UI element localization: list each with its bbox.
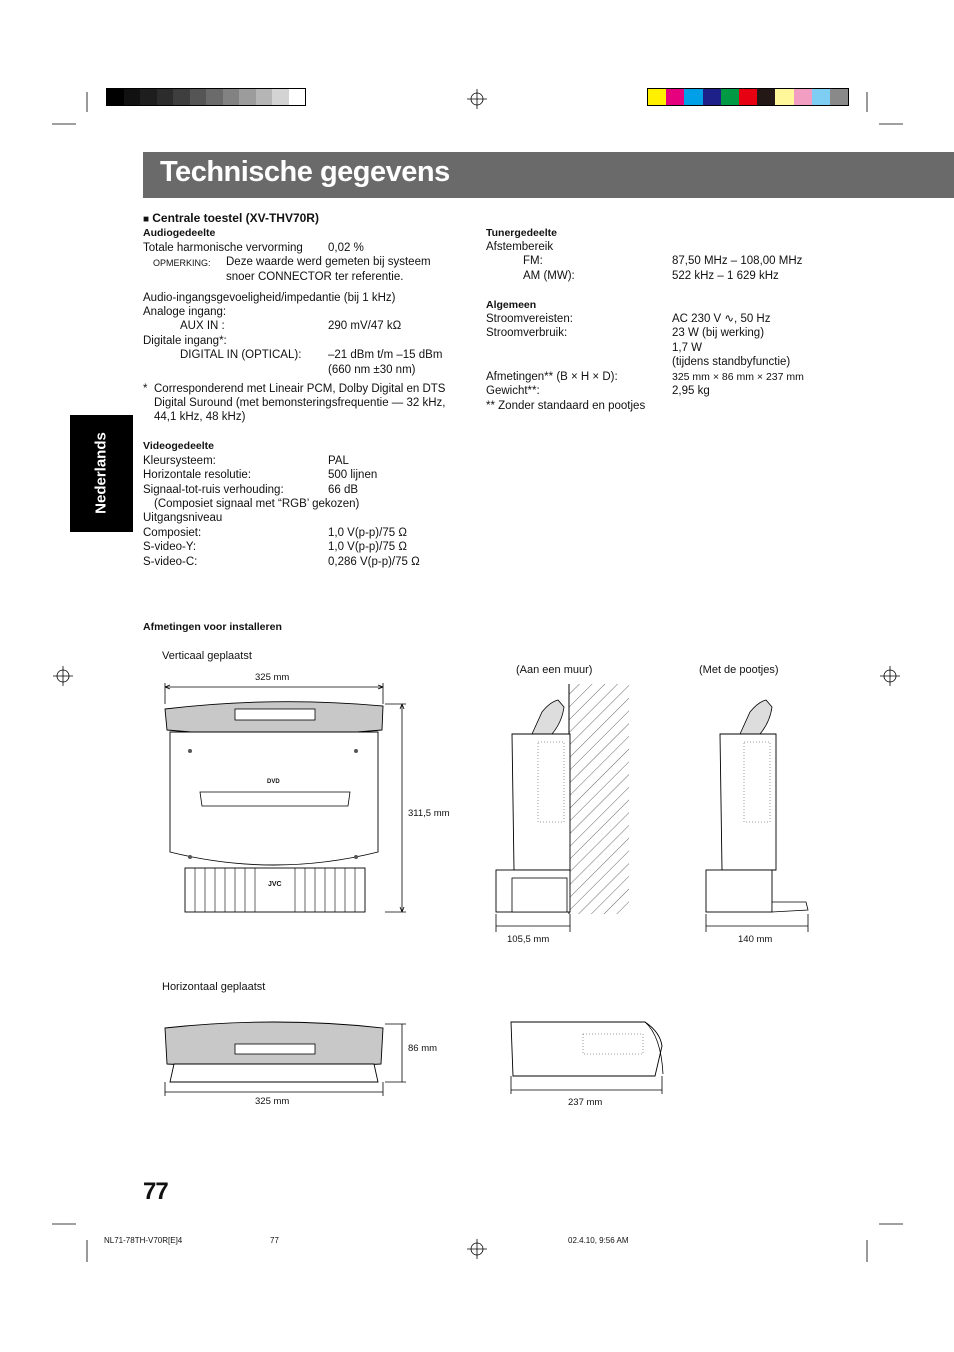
dim-325-bottom: 325 mm <box>255 1096 290 1107</box>
power-value: AC 230 V ∿, 50 Hz <box>672 313 771 325</box>
calibration-swatch <box>757 89 775 105</box>
dimensions-label: Afmetingen** (B × H × D): <box>486 371 618 383</box>
footnote-line-2: Digital Suround (met bemonsteringsfrequentie — 32 kHz, <box>154 397 446 409</box>
general-heading: Algemeen <box>486 299 537 311</box>
horizontal-side-drawing <box>505 1016 670 1096</box>
calibration-swatch <box>721 89 739 105</box>
calibration-swatch <box>289 89 306 105</box>
output-row-value: 1,0 V(p-p)/75 Ω <box>328 541 407 553</box>
crosshair-top <box>467 89 487 109</box>
output-level: Uitgangsniveau <box>143 512 223 524</box>
vertical-caption: Verticaal geplaatst <box>162 650 252 662</box>
jvc-logo: JVC <box>268 881 282 888</box>
video-row-value: 500 lijnen <box>328 469 378 481</box>
horizontal-caption: Horizontaal geplaatst <box>162 981 266 993</box>
digital-label: DIGITAL IN (OPTICAL): <box>180 349 302 361</box>
aux-label: AUX IN : <box>180 320 225 332</box>
weight-label: Gewicht**: <box>486 385 540 397</box>
calibration-swatch <box>239 89 256 105</box>
calibration-swatch <box>107 89 124 105</box>
consumption-value-2: 1,7 W <box>672 342 703 354</box>
footnote-marker: * <box>143 383 148 395</box>
crosshair-right <box>880 666 900 686</box>
page-number: 77 <box>143 1178 168 1205</box>
horizontal-front-drawing <box>160 1016 450 1098</box>
footer-center: 77 <box>270 1236 279 1245</box>
video-row-label: Horizontale resolutie: <box>143 469 252 481</box>
calibration-swatch <box>666 89 684 105</box>
tuner-heading: Tunergedeelte <box>486 227 557 239</box>
side-view-wall-drawing <box>492 682 642 934</box>
section-heading: ■ Centrale toestel (XV-THV70R) <box>143 211 319 225</box>
dim-86: 86 mm <box>408 1043 438 1054</box>
video-row-label: Signaal-tot-ruis verhouding: <box>143 484 284 496</box>
calibration-swatch <box>190 89 207 105</box>
calibration-swatch <box>684 89 702 105</box>
fm-label: FM: <box>523 255 543 267</box>
general-footnote: ** Zonder standaard en pootjes <box>486 400 646 412</box>
weight-value: 2,95 kg <box>672 385 710 397</box>
consumption-label: Stroomverbruik: <box>486 327 568 339</box>
power-label: Stroomvereisten: <box>486 313 573 325</box>
consumption-value-1: 23 W (bij werking) <box>672 327 765 339</box>
install-heading: Afmetingen voor installeren <box>143 621 282 633</box>
side-view-feet-drawing <box>700 682 820 934</box>
digital-value-1: –21 dBm t/m –15 dBm <box>328 349 443 361</box>
calibration-swatch <box>206 89 223 105</box>
output-row-value: 0,286 V(p-p)/75 Ω <box>328 556 420 568</box>
aux-value: 290 mV/47 kΩ <box>328 320 402 332</box>
video-row-value: 66 dB <box>328 484 359 496</box>
digital-value-2: (660 nm ±30 nm) <box>328 364 416 376</box>
am-value: 522 kHz – 1 629 kHz <box>672 270 779 282</box>
color-calibration-strip <box>647 88 849 106</box>
tuning-range: Afstembereik <box>486 241 554 253</box>
calibration-swatch <box>648 89 666 105</box>
output-row-value: 1,0 V(p-p)/75 Ω <box>328 527 407 539</box>
fm-value: 87,50 MHz – 108,00 MHz <box>672 255 803 267</box>
calibration-swatch <box>739 89 757 105</box>
calibration-swatch <box>140 89 157 105</box>
language-tab-label: Nederlands <box>92 432 110 514</box>
footer-left: NL71-78TH-V70R[E]4 <box>104 1236 183 1245</box>
video-heading: Videogedeelte <box>143 440 214 452</box>
video-row-label: Kleursysteem: <box>143 455 216 467</box>
crosshair-left <box>53 666 73 686</box>
thd-label: Totale harmonische vervorming <box>143 242 303 254</box>
square-bullet-icon: ■ <box>143 214 150 225</box>
dimensions-value: 325 mm × 86 mm × 237 mm <box>672 371 804 383</box>
composite-note: (Composiet signaal met “RGB’ gekozen) <box>154 498 360 510</box>
calibration-swatch <box>173 89 190 105</box>
calibration-swatch <box>124 89 141 105</box>
dim-140: 140 mm <box>738 934 773 945</box>
dim-325-top: 325 mm <box>255 672 290 683</box>
dim-311: 311,5 mm <box>408 808 450 819</box>
calibration-swatch <box>223 89 240 105</box>
am-label: AM (MW): <box>523 270 575 282</box>
wall-caption: (Aan een muur) <box>516 664 593 676</box>
audio-heading: Audiogedeelte <box>143 227 216 239</box>
front-view-drawing <box>160 682 450 914</box>
video-row-value: PAL <box>328 455 349 467</box>
dim-237: 237 mm <box>568 1097 603 1108</box>
note-line-1: Deze waarde werd gemeten bij systeem <box>226 256 431 268</box>
output-row-label: S-video-C: <box>143 556 198 568</box>
calibration-swatch <box>812 89 830 105</box>
feet-caption: (Met de pootjes) <box>699 664 779 676</box>
output-row-label: S-video-Y: <box>143 541 197 553</box>
digital-input: Digitale ingang*: <box>143 335 227 347</box>
dvd-logo: DVD <box>267 779 280 785</box>
calibration-swatch <box>157 89 174 105</box>
note-line-2: snoer CONNECTOR ter referentie. <box>226 271 404 283</box>
gray-calibration-strip <box>106 88 306 106</box>
crosshair-bottom <box>467 1239 487 1259</box>
page-title: Technische gegevens <box>160 156 450 188</box>
note-label: OPMERKING: <box>153 258 211 268</box>
output-row-label: Composiet: <box>143 527 202 539</box>
footnote-line-3: 44,1 kHz, 48 kHz) <box>154 411 246 423</box>
calibration-swatch <box>272 89 289 105</box>
footnote-line-1: Corresponderend met Lineair PCM, Dolby Digital en DTS <box>154 383 446 395</box>
consumption-value-3: (tijdens standbyfunctie) <box>672 356 791 368</box>
calibration-swatch <box>775 89 793 105</box>
calibration-swatch <box>830 89 848 105</box>
analog-input: Analoge ingang: <box>143 306 227 318</box>
calibration-swatch <box>794 89 812 105</box>
footer-right: 02.4.10, 9:56 AM <box>568 1236 629 1245</box>
calibration-swatch <box>703 89 721 105</box>
calibration-swatch <box>256 89 273 105</box>
dim-105: 105,5 mm <box>507 934 550 945</box>
thd-value: 0,02 % <box>328 242 364 254</box>
input-sensitivity: Audio-ingangsgevoeligheid/impedantie (bij 1 kHz) <box>143 292 396 304</box>
